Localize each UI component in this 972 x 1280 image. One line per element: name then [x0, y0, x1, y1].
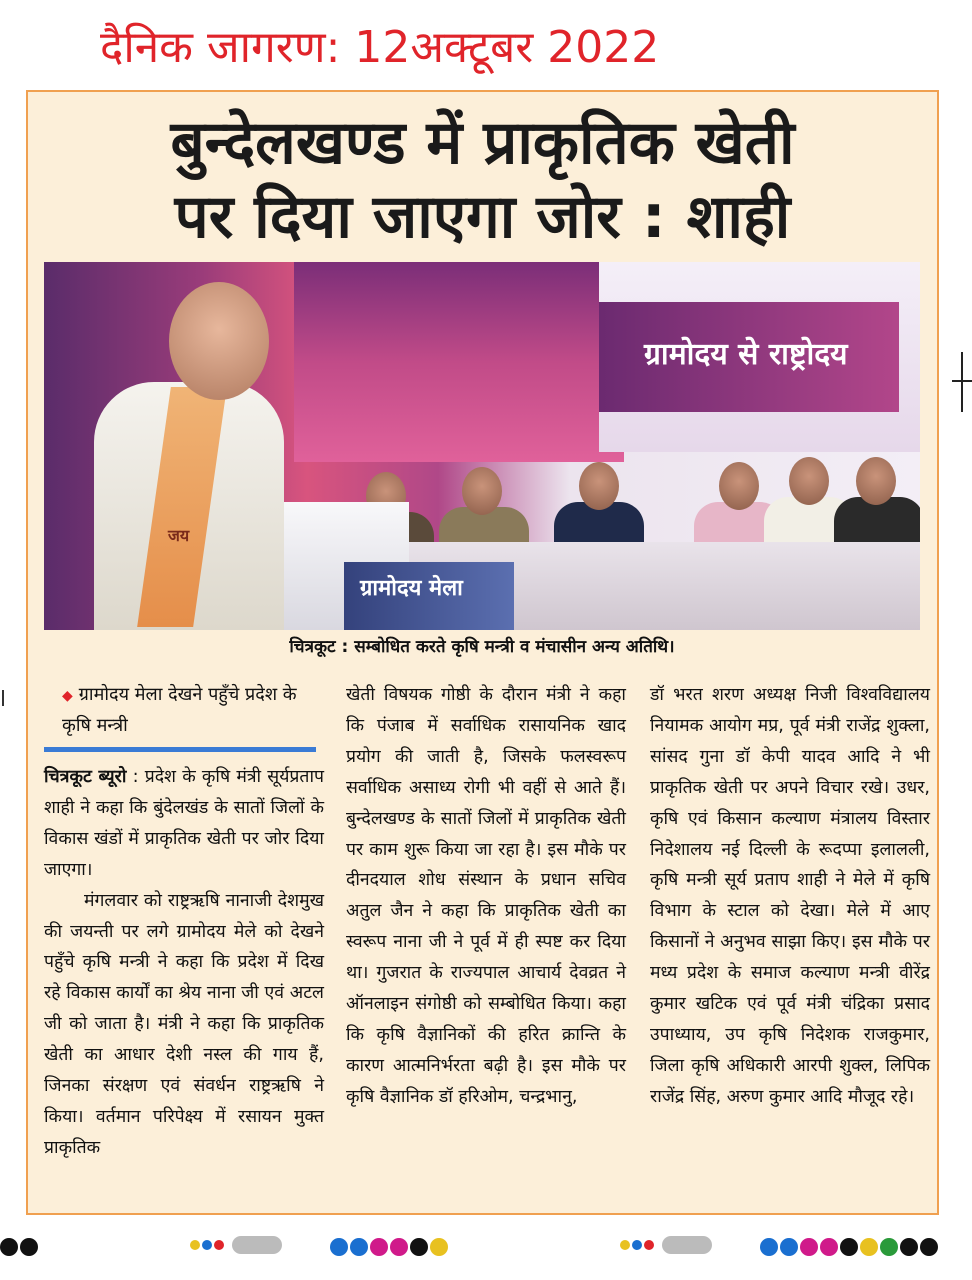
registration-dot — [232, 1236, 282, 1254]
registration-dot — [330, 1238, 348, 1256]
registration-dot — [214, 1240, 224, 1250]
guest-head — [719, 462, 759, 510]
registration-dot — [190, 1240, 200, 1250]
registration-dot — [202, 1240, 212, 1250]
registration-dot — [760, 1238, 778, 1256]
stage-backdrop-left — [294, 262, 624, 462]
article-lead: प्रदेश के कृषि मंत्री सूर्यप्रताप शाही ने कहा कि बुंदेलखंड के सातों जिलों के विकास खंडों में प्राकृतिक खेती पर जोर दिया जाएगा। — [44, 767, 324, 880]
guest-head — [789, 457, 829, 505]
color-registration-marks — [0, 1232, 972, 1262]
article-paragraph: मंगलवार को राष्ट्रऋषि नानाजी देशमुख की जयन्ती पर लगे ग्रामोदय मेले को देखने पहुँचे कृषि मन्त्री ने कहा कि प्रदेश में दिख रहे विकास कार्यों का श्रेय नाना जी एवं अटल जी को जाता है। मंत्री ने कहा कि प्राकृतिक खेती का आधार देशी नस्ल की गाय हैं, जिनका संरक्षण एवं संवर्धन राष्ट्रऋषि ने किया। वर्तमान परिपेक्ष्य में रसायन मुक्त प्राकृतिक — [44, 890, 324, 1158]
headline — [28, 106, 937, 254]
registration-dot — [20, 1238, 38, 1256]
article-column-3 — [650, 680, 930, 1113]
kicker-text: ग्रामोदय मेला देखने पहुँचे प्रदेश के कृषि मन्त्री — [62, 684, 297, 736]
photo-caption: चित्रकूट : सम्बोधित करते कृषि मन्त्री व मंचासीन अन्य अतिथि। — [289, 637, 675, 657]
newspaper-clipping — [26, 90, 939, 1215]
masthead-title: दैनिक जागरण: 12अक्टूबर 2022 — [100, 22, 660, 73]
registration-dot — [860, 1238, 878, 1256]
registration-dot — [632, 1240, 642, 1250]
registration-dot — [662, 1236, 712, 1254]
stole-text: जय — [168, 526, 190, 545]
podium-text: ग्रामोदय मेला — [360, 576, 463, 601]
registration-dot — [820, 1238, 838, 1256]
kicker-divider — [44, 747, 316, 752]
registration-dot — [350, 1238, 368, 1256]
article-column-1 — [44, 762, 324, 1164]
registration-dot — [430, 1238, 448, 1256]
registration-dot — [644, 1240, 654, 1250]
article-column-2 — [346, 680, 626, 1113]
event-photo — [44, 262, 920, 630]
bullet-icon: ◆ — [62, 688, 73, 704]
kicker — [62, 680, 322, 741]
article-paragraph: चित्रकूट ब्यूरो : प्रदेश के कृषि मंत्री सूर्यप्रताप शाही ने कहा कि बुंदेलखंड के सातों जिलों के विकास खंडों में प्राकृतिक खेती पर जोर दिया जाएगा। — [44, 767, 324, 880]
registration-dot — [900, 1238, 918, 1256]
article-paragraph: खेती विषयक गोष्ठी के दौरान मंत्री ने कहा कि पंजाब में सर्वाधिक रासायनिक खाद प्रयोग की जाती है, जिसके फलस्वरूप सर्वाधिक असाध्य रोगी भी वहीं से आते हैं। बुन्देलखण्ड के सातों जिलों में प्राकृतिक खेती पर काम शुरू किया जा रहा है। इस मौके पर दीनदयाल शोध संस्थान के प्रधान सचिव अतुल जैन ने कहा कि प्राकृतिक खेती का स्वरूप नाना जी ने पूर्व में ही स्पष्ट कर दिया था। गुजरात के राज्यपाल आचार्य देवव्रत ने ऑनलाइन संगोष्ठी को सम्बोधित किया। कहा कि कृषि वैज्ञानिकों की हरित क्रान्ति के कारण आत्मनिर्भरता बढ़ी है। इस मौके पर कृषि वैज्ञानिक डॉ हरिओम, चन्द्रभानु, — [346, 685, 626, 1107]
registration-dot — [880, 1238, 898, 1256]
article-paragraph: डॉ भरत शरण अध्यक्ष निजी विश्वविद्यालय नियामक आयोग मप्र, पूर्व मंत्री राजेंद्र शुक्ला, सांसद गुना डॉ केपी यादव आदि ने भी प्राकृतिक खेती पर अपने विचार रखे। उधर, कृषि एवं किसान कल्याण मंत्रालय विस्तार निदेशालय नई दिल्ली के रूदप्पा इलालली, कृषि मन्त्री सूर्य प्रताप शाही ने मेले में कृषि विभाग के स्टाल को देखा। मेले में आए किसानों ने अनुभव साझा किए। इस मौके पर मध्य प्रदेश के समाज कल्याण मन्त्री वीरेंद्र कुमार खटिक एवं पूर्व मंत्री चंद्रिका प्रसाद उपाध्याय, उप कृषि निदेशक राजकुमार, जिला कृषि अधिकारी आरपी शुक्ल, लिपिक राजेंद्र सिंह, अरुण कुमार आदि मौजूद रहे। — [650, 685, 930, 1107]
registration-dot — [620, 1240, 630, 1250]
registration-dot — [780, 1238, 798, 1256]
registration-mark — [952, 352, 972, 412]
registration-dot — [920, 1238, 938, 1256]
guest-head — [579, 462, 619, 510]
registration-dot — [410, 1238, 428, 1256]
podium-banner — [344, 562, 514, 630]
registration-mark — [0, 690, 6, 706]
registration-dot — [840, 1238, 858, 1256]
guest-head — [856, 457, 896, 505]
registration-dot — [0, 1238, 18, 1256]
headline-line-1: बुन्देलखण्ड में प्राकृतिक खेती — [170, 108, 795, 178]
registration-dot — [370, 1238, 388, 1256]
speaker-head — [169, 282, 269, 400]
registration-dot — [800, 1238, 818, 1256]
registration-dot — [390, 1238, 408, 1256]
guest-head — [462, 467, 502, 515]
headline-line-2: पर दिया जाएगा जोर : शाही — [174, 182, 791, 252]
byline: चित्रकूट ब्यूरो — [44, 767, 127, 787]
backdrop-text: ग्रामोदय से राष्ट्रोदय — [644, 337, 848, 372]
